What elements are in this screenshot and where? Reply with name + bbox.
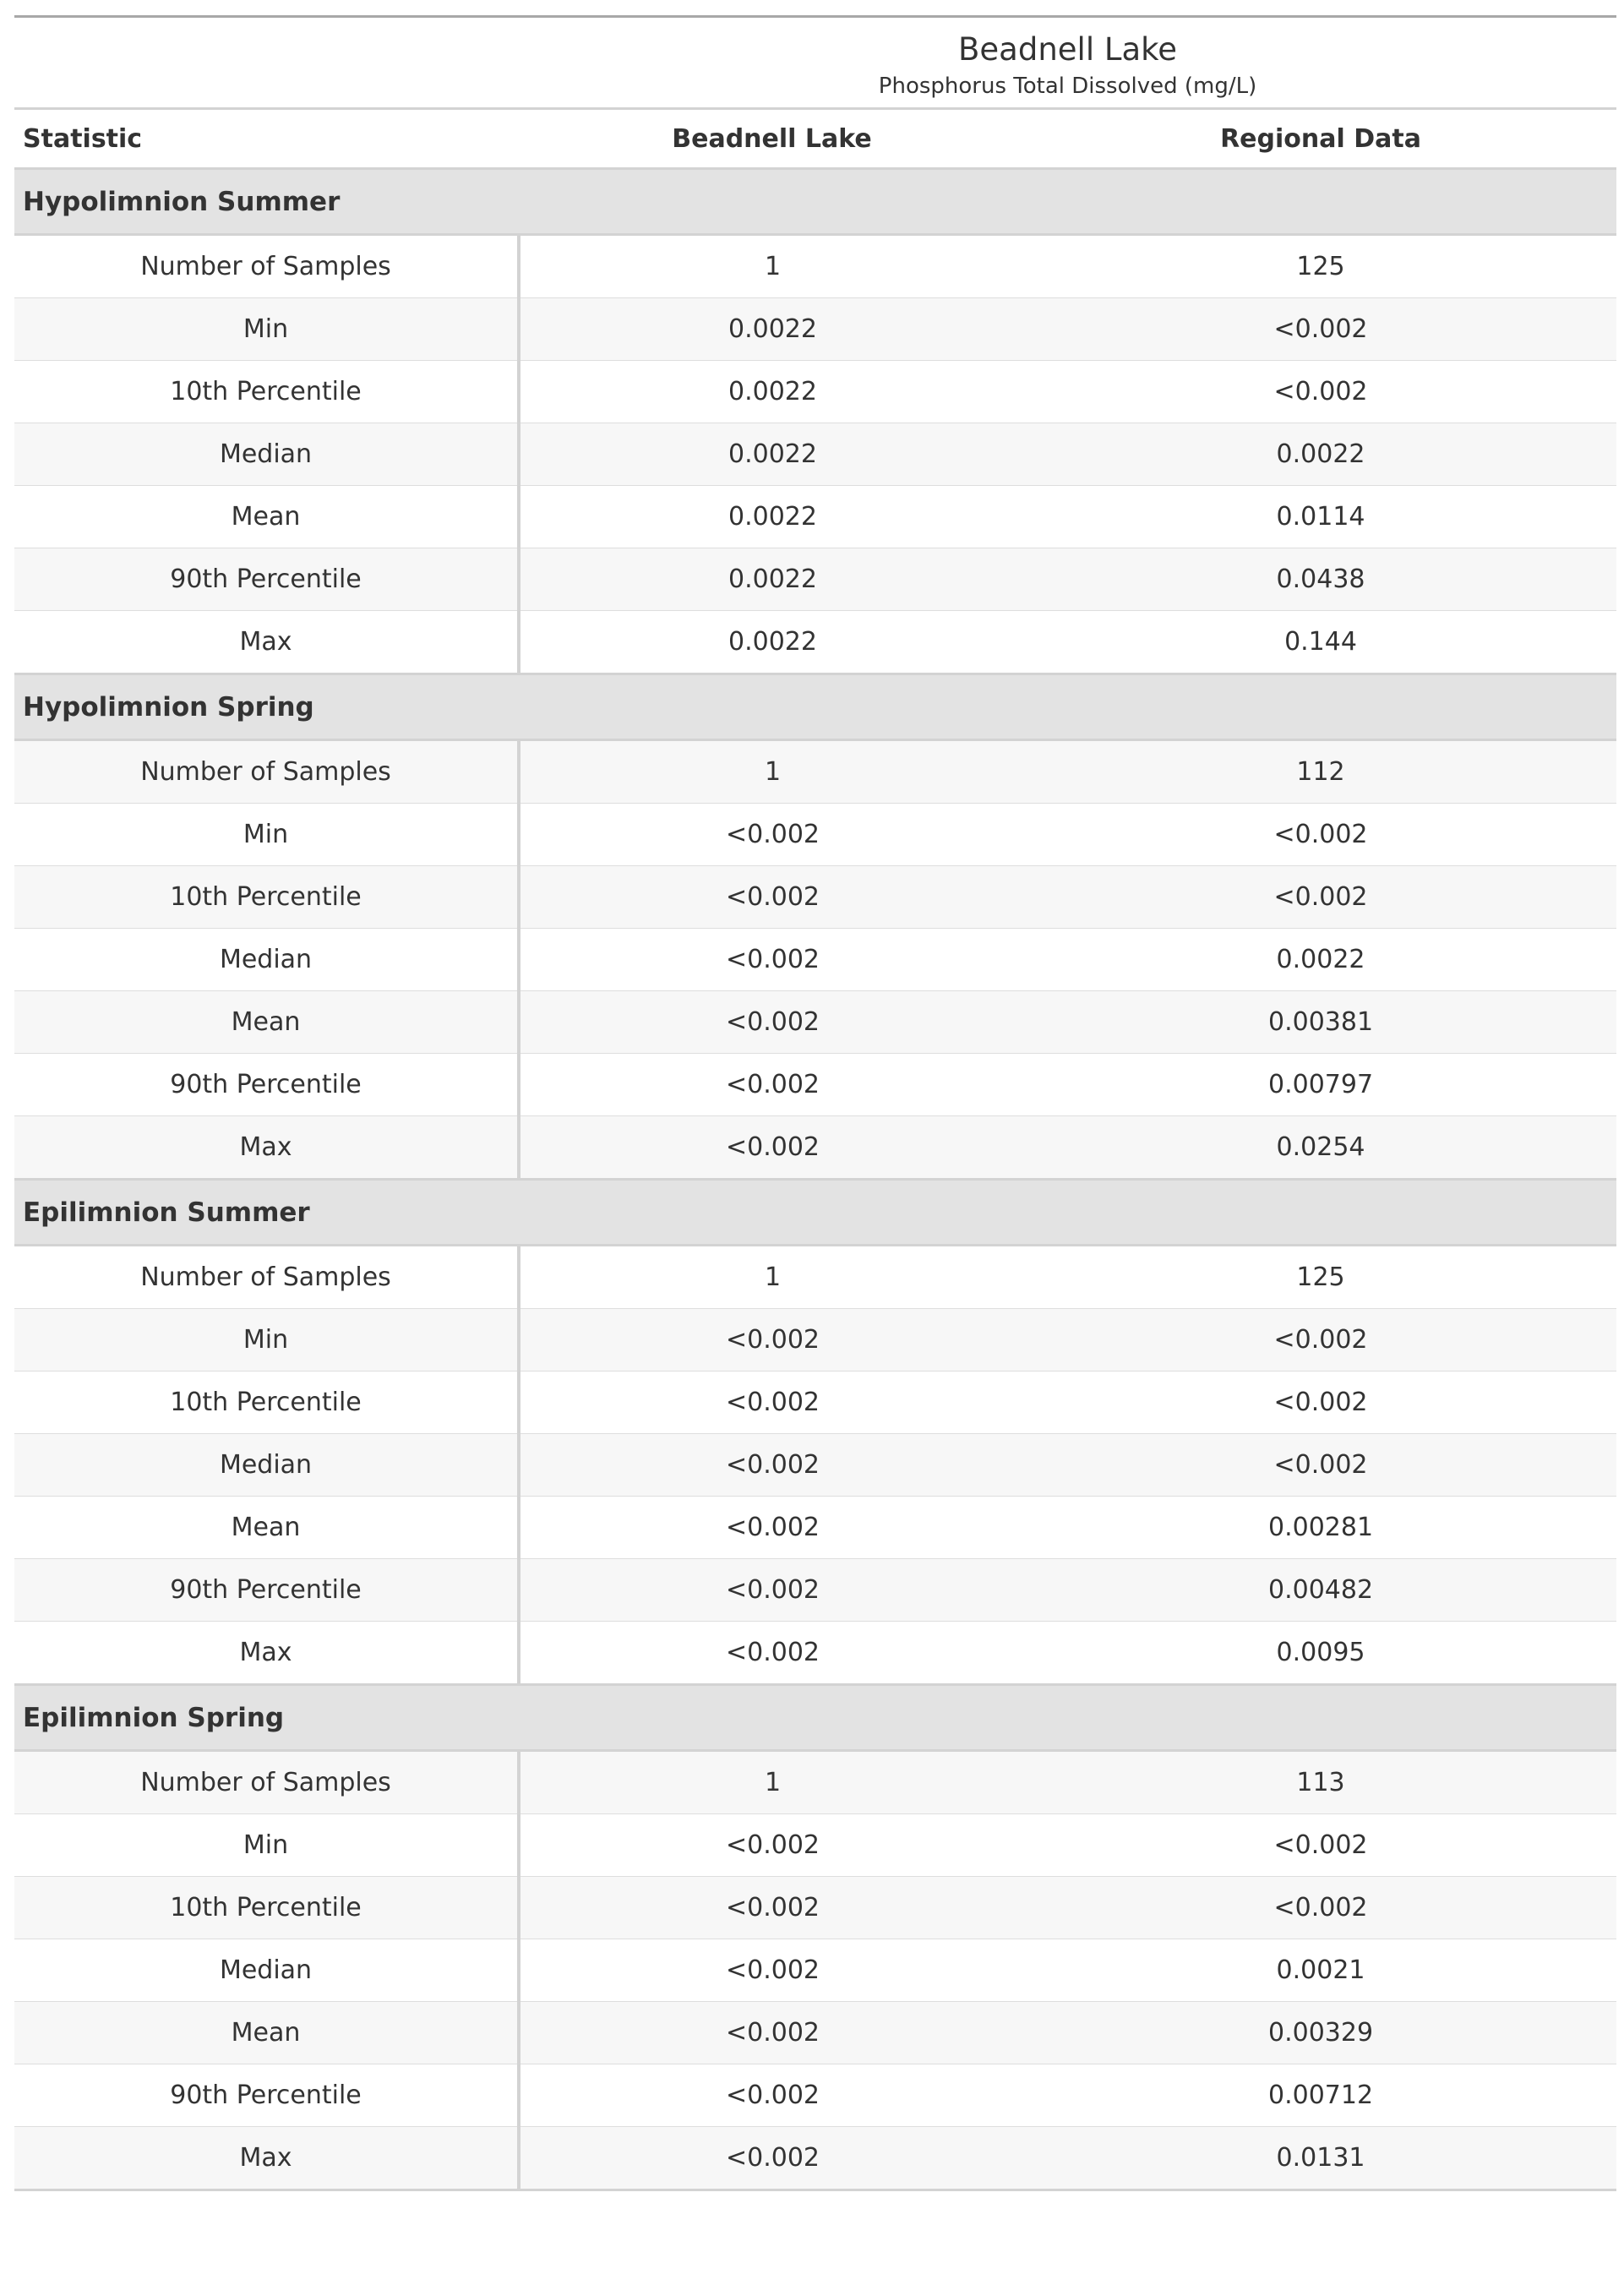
regional-value: <0.002: [1025, 1372, 1616, 1434]
stat-label: Max: [14, 2127, 519, 2190]
lake-value: <0.002: [519, 1814, 1025, 1877]
table-subtitle: Phosphorus Total Dissolved (mg/L): [878, 74, 1257, 99]
lake-value: 1: [519, 1751, 1025, 1814]
stat-label: Mean: [14, 991, 519, 1054]
table-row: [14, 1372, 1616, 1434]
stat-label: Mean: [14, 1497, 519, 1559]
regional-value: 0.0095: [1025, 1622, 1616, 1685]
regional-value: <0.002: [1025, 804, 1616, 866]
table-row: [14, 866, 1616, 929]
stat-label: 10th Percentile: [14, 361, 519, 423]
group-label: Epilimnion Summer: [14, 1180, 1616, 1246]
stat-label: Median: [14, 929, 519, 991]
regional-value: 113: [1025, 1751, 1616, 1814]
stat-label: 90th Percentile: [14, 1054, 519, 1116]
regional-value: 125: [1296, 1262, 1345, 1292]
table-row: [14, 235, 1616, 298]
stat-label: Max: [14, 1116, 519, 1180]
stat-label: 90th Percentile: [14, 548, 519, 611]
regional-value: <0.002: [1025, 1814, 1616, 1877]
stat-label: Mean: [14, 2002, 519, 2064]
table-row: [14, 2064, 1616, 2127]
table-row: [14, 929, 1616, 991]
column-header-statistic: Statistic: [14, 109, 519, 169]
table-row: [14, 1622, 1616, 1685]
regional-value: 0.0022: [1025, 929, 1616, 991]
group-header-row: [14, 1685, 1616, 1751]
regional-value: <0.002: [1025, 361, 1616, 423]
table-header: [14, 17, 1616, 169]
lake-value: <0.002: [519, 991, 1025, 1054]
regional-value: 0.00482: [1025, 1559, 1616, 1622]
table-row: [14, 991, 1616, 1054]
regional-value: 0.0254: [1025, 1116, 1616, 1180]
stat-label: Mean: [14, 486, 519, 548]
stat-label: Max: [14, 1622, 519, 1685]
title-block: [519, 18, 1616, 107]
column-header-row: [14, 109, 1616, 169]
group-header-row: [14, 169, 1616, 235]
stats-table: [14, 15, 1616, 2191]
title-cell: [14, 17, 1616, 109]
stat-label: Min: [14, 1814, 519, 1877]
regional-value: 0.144: [1025, 611, 1616, 674]
table-row: [14, 1246, 1616, 1309]
lake-value: 1: [764, 1262, 782, 1292]
stat-label: Number of Samples: [14, 1246, 519, 1309]
lake-value: <0.002: [519, 2064, 1025, 2127]
stat-label: 90th Percentile: [14, 1559, 519, 1622]
lake-value: 0.0022: [519, 486, 1025, 548]
lake-value: <0.002: [519, 1054, 1025, 1116]
lake-value: <0.002: [519, 1309, 1025, 1372]
lake-value: <0.002: [519, 1434, 1025, 1497]
group-header-row: [14, 674, 1616, 740]
regional-value: <0.002: [1025, 1309, 1616, 1372]
table-row: [14, 1877, 1616, 1939]
lake-value: 0.0022: [519, 361, 1025, 423]
lake-value: <0.002: [519, 929, 1025, 991]
stat-label: Median: [14, 1939, 519, 2002]
table-row: [14, 611, 1616, 674]
group-label: Epilimnion Spring: [14, 1685, 1616, 1751]
table-row: [14, 1751, 1616, 1814]
table-row: [14, 548, 1616, 611]
group-hypolimnion-summer: [14, 169, 1616, 674]
lake-value: <0.002: [519, 2002, 1025, 2064]
lake-value: <0.002: [519, 1559, 1025, 1622]
regional-value: 0.00381: [1025, 991, 1616, 1054]
stat-label: Number of Samples: [14, 235, 519, 298]
regional-value: 0.00797: [1025, 1054, 1616, 1116]
regional-value: 0.0114: [1025, 486, 1616, 548]
column-header-regional: Regional Data: [1025, 109, 1616, 169]
lake-value: <0.002: [519, 1877, 1025, 1939]
table-row: [14, 2002, 1616, 2064]
regional-value: <0.002: [1025, 866, 1616, 929]
stat-label: Min: [14, 804, 519, 866]
table-row: [14, 740, 1616, 804]
regional-value: 0.0438: [1025, 548, 1616, 611]
table-row: [14, 1054, 1616, 1116]
regional-value: <0.002: [1025, 1434, 1616, 1497]
group-label: Hypolimnion Spring: [14, 674, 1616, 740]
lake-value: 0.0022: [519, 298, 1025, 361]
regional-value: 0.00329: [1025, 2002, 1616, 2064]
regional-value: <0.002: [1025, 1877, 1616, 1939]
table-row: [14, 361, 1616, 423]
regional-value: 125: [1296, 252, 1345, 281]
lake-value: 1: [764, 252, 782, 281]
regional-value: 0.0022: [1025, 423, 1616, 486]
table-row: [14, 486, 1616, 548]
lake-value: <0.002: [519, 1939, 1025, 2002]
lake-value: 0.0022: [519, 611, 1025, 674]
title-row: [14, 17, 1616, 109]
lake-value: <0.002: [519, 1372, 1025, 1434]
table-row: [14, 1116, 1616, 1180]
regional-value: 0.0021: [1025, 1939, 1616, 2002]
lake-value: <0.002: [519, 804, 1025, 866]
table-row: [14, 1434, 1616, 1497]
table-row: [14, 1559, 1616, 1622]
group-label: Hypolimnion Summer: [14, 169, 1616, 235]
stat-label: 10th Percentile: [14, 866, 519, 929]
stat-label: Median: [14, 1434, 519, 1497]
lake-value: <0.002: [519, 1116, 1025, 1180]
table-row: [14, 2127, 1616, 2190]
regional-value: 0.00281: [1025, 1497, 1616, 1559]
group-hypolimnion-spring: [14, 674, 1616, 1180]
stat-label: Median: [14, 423, 519, 486]
lake-value: 1: [519, 740, 1025, 804]
group-epilimnion-summer: [14, 1180, 1616, 1685]
group-epilimnion-spring: [14, 1685, 1616, 2190]
table-row: [14, 804, 1616, 866]
stat-label: 10th Percentile: [14, 1372, 519, 1434]
table-title: Beadnell Lake: [958, 31, 1178, 68]
lake-value: <0.002: [519, 1497, 1025, 1559]
table-row: [14, 1814, 1616, 1877]
table-row: [14, 298, 1616, 361]
regional-value: 0.00712: [1025, 2064, 1616, 2127]
regional-value: <0.002: [1025, 298, 1616, 361]
lake-value: 0.0022: [519, 423, 1025, 486]
lake-value: 0.0022: [519, 548, 1025, 611]
stat-label: Min: [14, 1309, 519, 1372]
stat-label: Max: [14, 611, 519, 674]
table-row: [14, 1497, 1616, 1559]
group-header-row: [14, 1180, 1616, 1246]
table-row: [14, 423, 1616, 486]
stat-label: 10th Percentile: [14, 1877, 519, 1939]
column-header-lake: Beadnell Lake: [519, 109, 1025, 169]
stat-label: Number of Samples: [14, 740, 519, 804]
lake-value: <0.002: [519, 866, 1025, 929]
table-row: [14, 1309, 1616, 1372]
stat-label: Min: [14, 298, 519, 361]
regional-value: 112: [1025, 740, 1616, 804]
lake-value: <0.002: [519, 2127, 1025, 2190]
stats-table-container: [14, 15, 1616, 2191]
lake-value: <0.002: [519, 1622, 1025, 1685]
regional-value: 0.0131: [1025, 2127, 1616, 2190]
stat-label: Number of Samples: [14, 1751, 519, 1814]
stat-label: 90th Percentile: [14, 2064, 519, 2127]
table-row: [14, 1939, 1616, 2002]
